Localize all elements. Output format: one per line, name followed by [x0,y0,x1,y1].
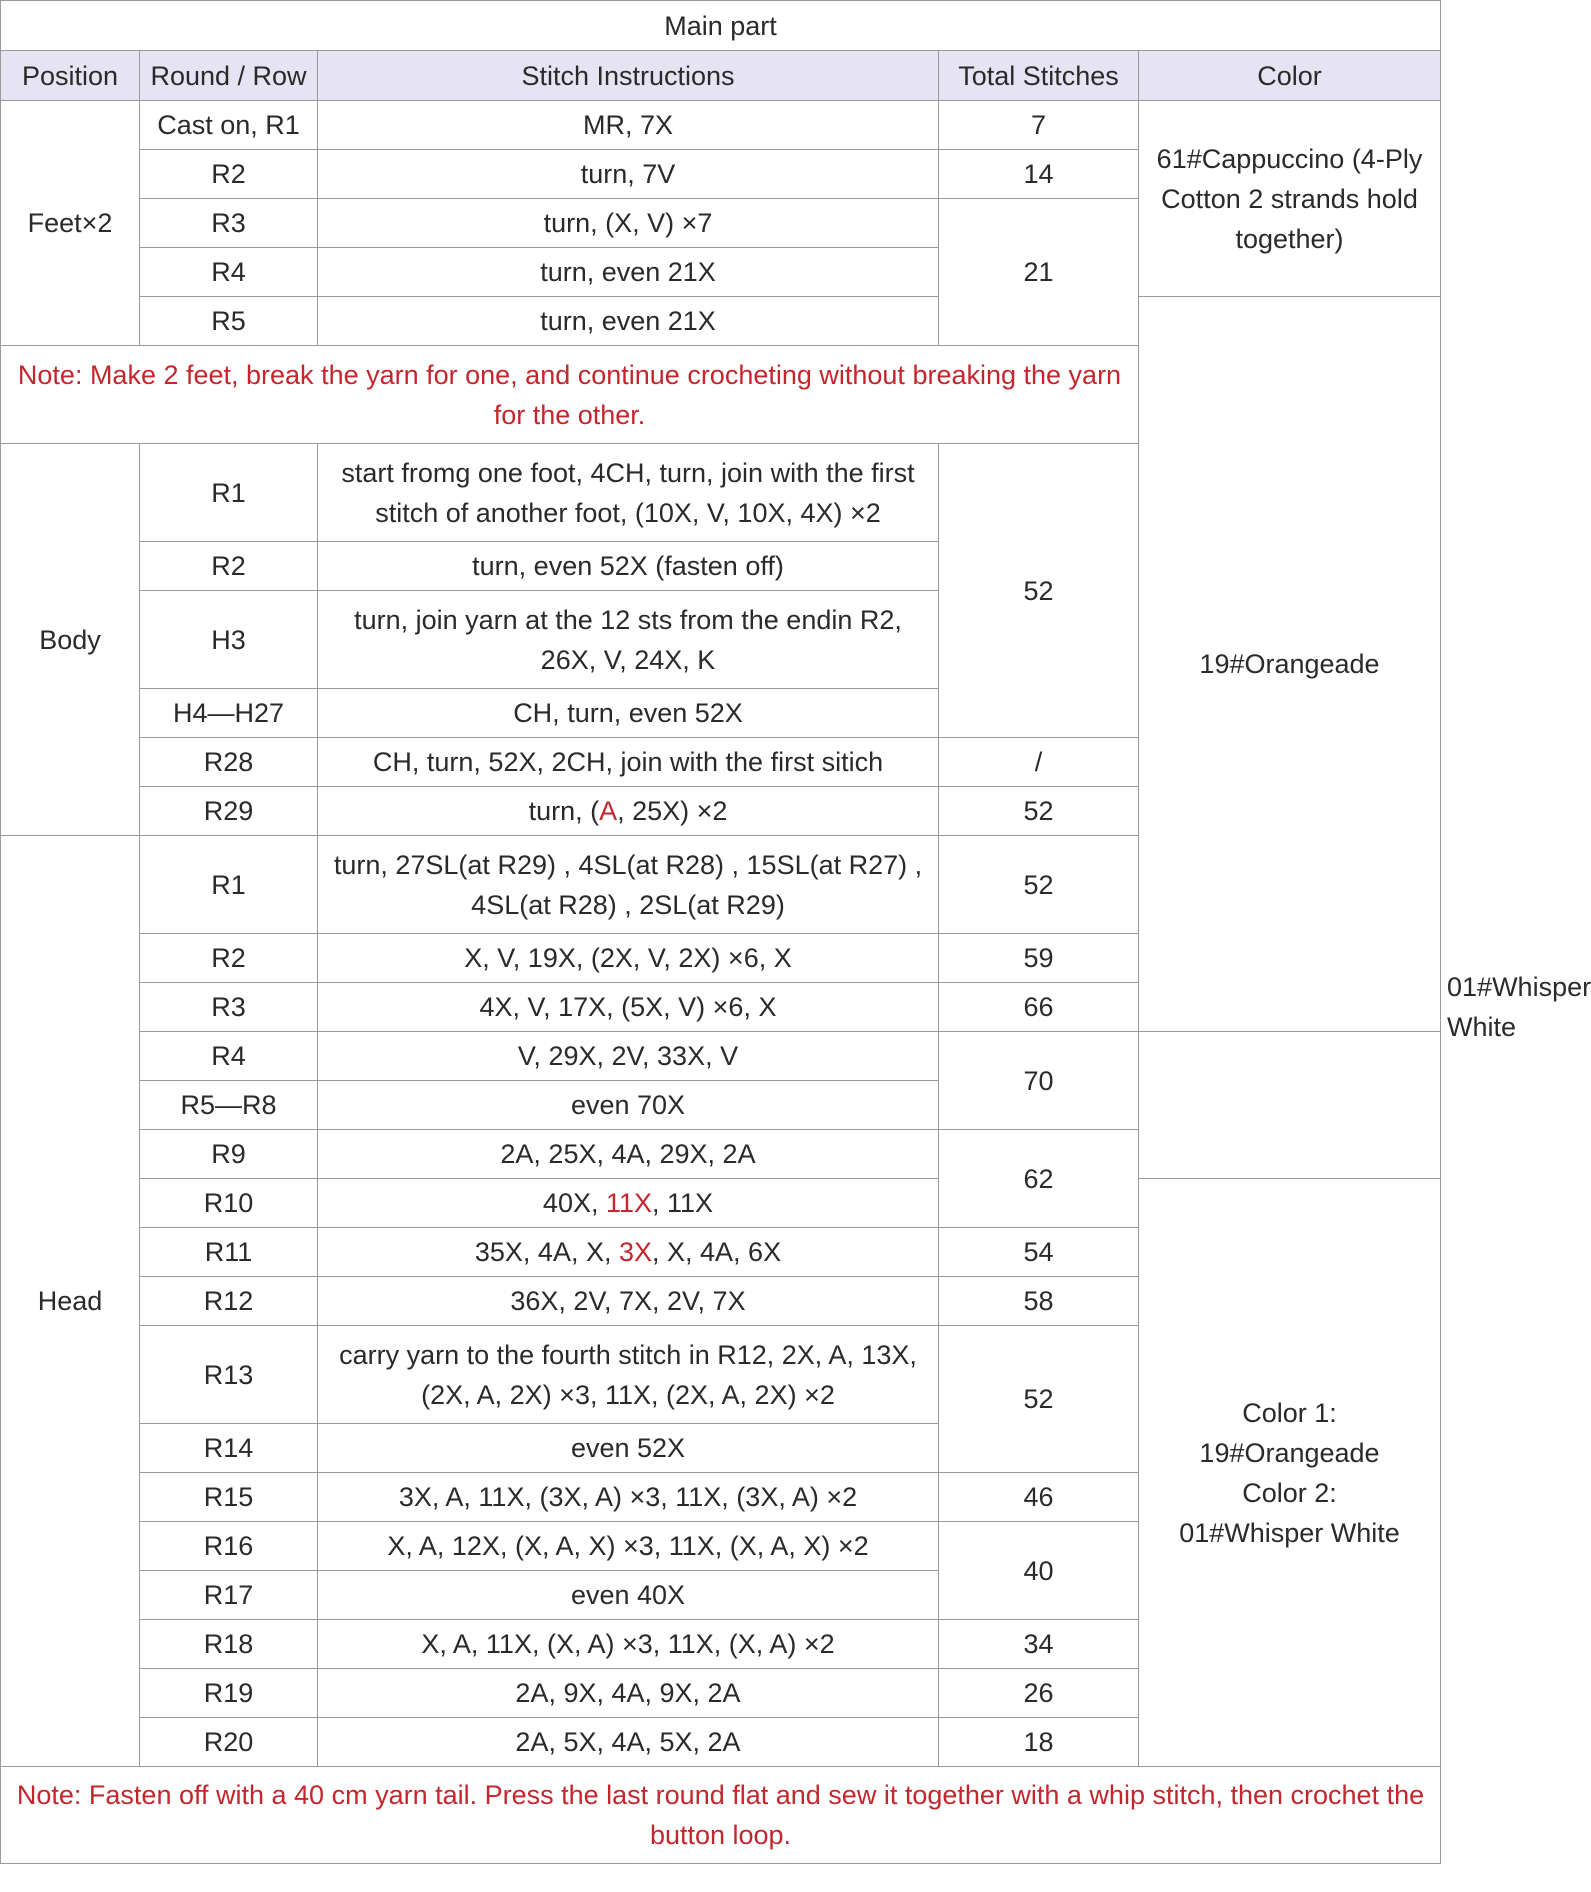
instruction-cell: carry yarn to the fourth stitch in R12, 2X, A, 13X, (2X, A, 2X) ×3, 11X, (2X, A, 2X) ×2 [318,1326,939,1424]
instruction-cell: 3X, A, 11X, (3X, A) ×3, 11X, (3X, A) ×2 [318,1473,939,1522]
total-cell: / [939,738,1139,787]
highlighted-stitch: 11X [605,1188,653,1218]
total-cell: 34 [939,1620,1139,1669]
position-body: Body [1,444,140,836]
highlighted-stitch: 3X [618,1237,653,1267]
total-cell: 58 [939,1277,1139,1326]
color1-value: 19#Orangeade [1199,1437,1380,1468]
round-cell: R14 [140,1424,318,1473]
instruction-cell: CH, turn, 52X, 2CH, join with the first sitich [318,738,939,787]
instruction-cell: 36X, 2V, 7X, 2V, 7X [318,1277,939,1326]
instruction-cell: X, A, 12X, (X, A, X) ×3, 11X, (X, A, X) ×2 [318,1522,939,1571]
instruction-cell: turn, even 21X [318,248,939,297]
round-cell: H3 [140,591,318,689]
round-cell: R17 [140,1571,318,1620]
round-cell: R1 [140,444,318,542]
instruction-cell: 2A, 25X, 4A, 29X, 2A [318,1130,939,1179]
round-cell: R2 [140,542,318,591]
color-cappuccino: 61#Cappuccino (4-Ply Cotton 2 strands hold together) [1139,101,1441,297]
instruction-cell: 2A, 9X, 4A, 9X, 2A [318,1669,939,1718]
total-cell: 40 [939,1522,1139,1620]
instruction-cell [318,1179,939,1228]
round-cell: R15 [140,1473,318,1522]
instruction-text: , 11X [652,1188,714,1218]
instruction-cell: turn, even 21X [318,297,939,346]
color-orangeade: 19#Orangeade [1139,297,1441,1032]
instruction-cell: even 52X [318,1424,939,1473]
total-cell: 14 [939,150,1139,199]
position-feet: Feet×2 [1,101,140,346]
total-cell: 52 [939,444,1139,738]
instruction-cell [318,787,939,836]
color2-value: 01#Whisper White [1179,1517,1400,1548]
header-total-stitches: Total Stitches [939,51,1139,101]
total-cell: 52 [939,787,1139,836]
round-cell: R10 [140,1179,318,1228]
instruction-cell: even 40X [318,1571,939,1620]
instruction-cell: X, A, 11X, (X, A) ×3, 11X, (X, A) ×2 [318,1620,939,1669]
round-cell: R13 [140,1326,318,1424]
instruction-cell: start fromg one foot, 4CH, turn, join with the first stitch of another foot, (10X, V, 10X, 4X) ×2 [318,444,939,542]
total-cell: 66 [939,983,1139,1032]
table-row [1,1130,1441,1179]
instruction-cell: 2A, 5X, 4A, 5X, 2A [318,1718,939,1767]
instruction-cell: turn, 7V [318,150,939,199]
round-cell: R11 [140,1228,318,1277]
color-two-tone [1139,1179,1441,1767]
note-row [1,1767,1441,1864]
round-cell: R2 [140,934,318,983]
instruction-cell: 4X, V, 17X, (5X, V) ×6, X [318,983,939,1032]
header-position: Position [1,51,140,101]
round-cell: R29 [140,787,318,836]
instruction-cell [318,1228,939,1277]
instruction-cell: X, V, 19X, (2X, V, 2X) ×6, X [318,934,939,983]
instruction-text: , 25X) ×2 [617,796,728,826]
round-cell: R12 [140,1277,318,1326]
position-head: Head [1,836,140,1767]
header-color: Color [1139,51,1441,101]
round-cell: R9 [140,1130,318,1179]
round-cell: R28 [140,738,318,787]
table-title: Main part [1,1,1441,51]
round-cell: R5 [140,297,318,346]
table-row [1,101,1441,150]
instruction-cell: turn, join yarn at the 12 sts from the endin R2, 26X, V, 24X, K [318,591,939,689]
instruction-cell: turn, 27SL(at R29) , 4SL(at R28) , 15SL(at R27) , 4SL(at R28) , 2SL(at R29) [318,836,939,934]
head-note: Note: Fasten off with a 40 cm yarn tail. Press the last round flat and sew it together with a whip stitch, then crochet the button loop. [1,1767,1441,1864]
table-row [1,1032,1441,1081]
table-row: Head R1 turn, 27SL(at R29) , 4SL(at R28) , 15SL(at R27) , 4SL(at R28) , 2SL(at R29) 52 01#Whisper White [1,836,1441,934]
total-cell: 70 [939,1032,1139,1130]
total-cell: 52 [939,836,1139,934]
round-cell: R1 [140,836,318,934]
round-cell: R20 [140,1718,318,1767]
total-cell: 59 [939,934,1139,983]
instruction-cell: V, 29X, 2V, 33X, V [318,1032,939,1081]
instruction-text: 35X, 4A, X, [474,1237,619,1267]
instruction-text: turn, ( [528,796,600,826]
total-cell: 62 [939,1130,1139,1228]
round-cell: H4—H27 [140,689,318,738]
total-cell: 26 [939,1669,1139,1718]
instruction-text: , X, 4A, 6X [652,1237,782,1267]
total-cell: 46 [939,1473,1139,1522]
round-cell: R18 [140,1620,318,1669]
header-stitch-instructions: Stitch Instructions [318,51,939,101]
color2-label: Color 2: [1242,1477,1337,1508]
feet-note: Note: Make 2 feet, break the yarn for one, and continue crocheting without breaking the yarn for the other. [1,346,1139,444]
total-cell: 21 [939,199,1139,346]
instruction-text: 40X, [542,1188,606,1218]
round-cell: R3 [140,199,318,248]
total-cell: 52 [939,1326,1139,1473]
instruction-cell: MR, 7X [318,101,939,150]
highlighted-stitch: A [599,796,618,826]
total-cell: 18 [939,1718,1139,1767]
instruction-cell: even 70X [318,1081,939,1130]
round-cell: R4 [140,248,318,297]
round-cell: R5—R8 [140,1081,318,1130]
round-cell: R19 [140,1669,318,1718]
round-cell: Cast on, R1 [140,101,318,150]
round-cell: R2 [140,150,318,199]
round-cell: R3 [140,983,318,1032]
table-row [1,1179,1441,1228]
total-cell: 7 [939,101,1139,150]
total-cell: 54 [939,1228,1139,1277]
instruction-cell: turn, even 52X (fasten off) [318,542,939,591]
table-row [1,297,1441,346]
color1-label: Color 1: [1242,1397,1337,1428]
instruction-cell: CH, turn, even 52X [318,689,939,738]
round-cell: R4 [140,1032,318,1081]
header-round-row: Round / Row [140,51,318,101]
round-cell: R16 [140,1522,318,1571]
table-row [1,1081,1441,1130]
instruction-cell: turn, (X, V) ×7 [318,199,939,248]
